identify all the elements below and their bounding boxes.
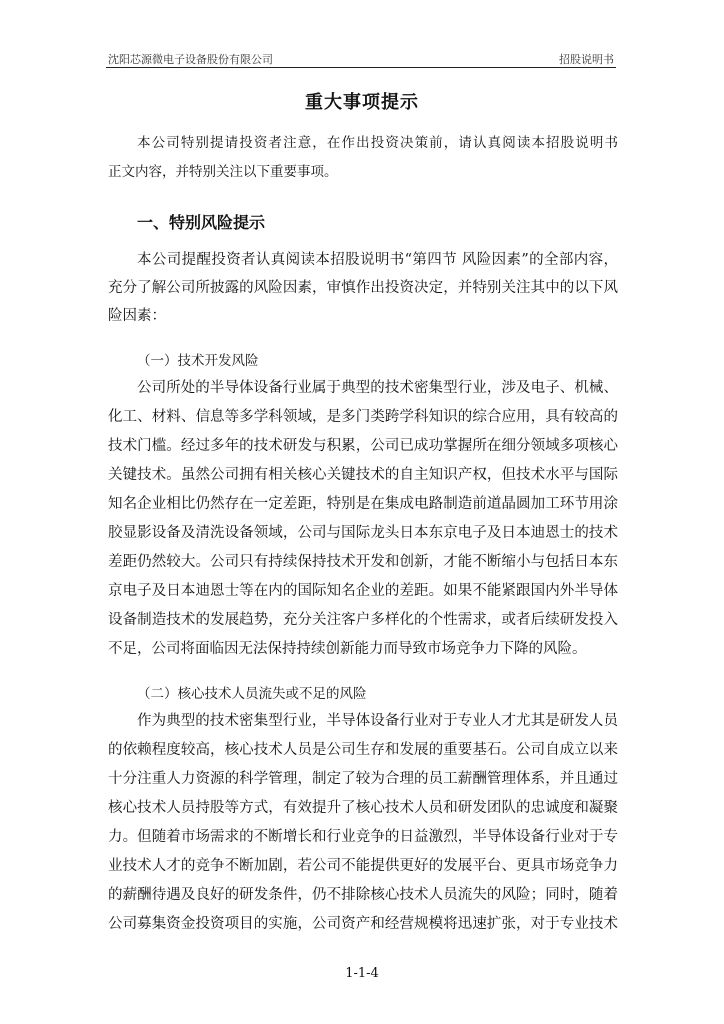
paragraph-line: 技术门槛。经过多年的技术研发与积累，公司已成功掌握所在细分领域多项核心 [108,438,618,454]
page-header [106,49,616,68]
paragraph-line: 作为典型的技术密集型行业，半导体设备行业对于专业人才尤其是研发人员 [137,713,618,729]
subsection-heading: （二）核心技术人员流失或不足的风险 [137,686,367,702]
paragraph-line: 胶显影设备及清洗设备领域，公司与国际龙头日本东京电子及日本迪恩士的技术 [108,525,618,541]
intro-line: 正文内容，并特别关注以下重要事项。 [108,164,338,180]
paragraph-line: 核心技术人员持股等方式，有效提升了核心技术人员和研发团队的忠诚度和凝聚 [108,800,618,816]
paragraph-line: 知名企业相比仍然存在一定差距，特别是在集成电路制造前道晶圆加工环节用涂 [108,496,618,512]
paragraph-line: 本公司提醒投资者认真阅读本招股说明书“第四节 风险因素”的全部内容， [137,252,618,268]
paragraph-line: 关键技术。虽然公司拥有相关核心关键技术的自主知识产权，但技术水平与国际 [108,467,618,483]
page-number: 1-1-4 [345,966,379,981]
paragraph-line: 公司募集资金投资项目的实施，公司资产和经营规模将迅速扩张，对于专业技术 [108,916,618,932]
paragraph-line: 业技术人才的竞争不断加剧，若公司不能提供更好的发展平台、更具市场竞争力 [108,858,618,874]
paragraph-line: 化工、材料、信息等多学科领域，是多门类跨学科知识的综合应用，具有较高的 [108,409,618,425]
intro-line: 本公司特别提请投资者注意，在作出投资决策前，请认真阅读本招股说明书 [137,135,618,151]
paragraph-line: 力。但随着市场需求的不断增长和行业竞争的日益激烈，半导体设备行业对于专 [108,829,618,845]
paragraph-line: 充分了解公司所披露的风险因素，审慎作出投资决定，并特别关注其中的以下风 [108,280,618,296]
paragraph-line: 险因素： [108,308,166,324]
paragraph-line: 不足，公司将面临因无法保持持续创新能力而导致市场竞争力下降的风险。 [108,641,587,657]
section-heading: 一、特别风险提示 [137,213,266,232]
header-company-name: 沈阳芯源微电子设备股份有限公司 [108,53,273,66]
paragraph-line: 的依赖程度较高，核心技术人员是公司生存和发展的重要基石。公司自成立以来 [108,742,618,758]
subsection-heading: （一）技术开发风险 [137,353,259,369]
paragraph-line: 十分注重人力资源的科学管理，制定了较为合理的员工薪酬管理体系，并且通过 [108,771,618,787]
header-document-type: 招股说明书 [559,53,614,66]
paragraph-line: 的薪酬待遇及良好的研发条件，仍不排除核心技术人员流失的风险；同时，随着 [108,887,618,903]
paragraph-line: 公司所处的半导体设备行业属于典型的技术密集型行业，涉及电子、机械、 [137,380,618,396]
paragraph-line: 设备制造技术的发展趋势，充分关注客户多样化的个性需求，或者后续研发投入 [108,612,618,628]
paragraph-line: 京电子及日本迪恩士等在内的国际知名企业的差距。如果不能紧跟国内外半导体 [108,583,618,599]
page-title: 重大事项提示 [305,92,419,113]
paragraph-line: 差距仍然较大。公司只有持续保持技术开发和创新，才能不断缩小与包括日本东 [108,554,618,570]
